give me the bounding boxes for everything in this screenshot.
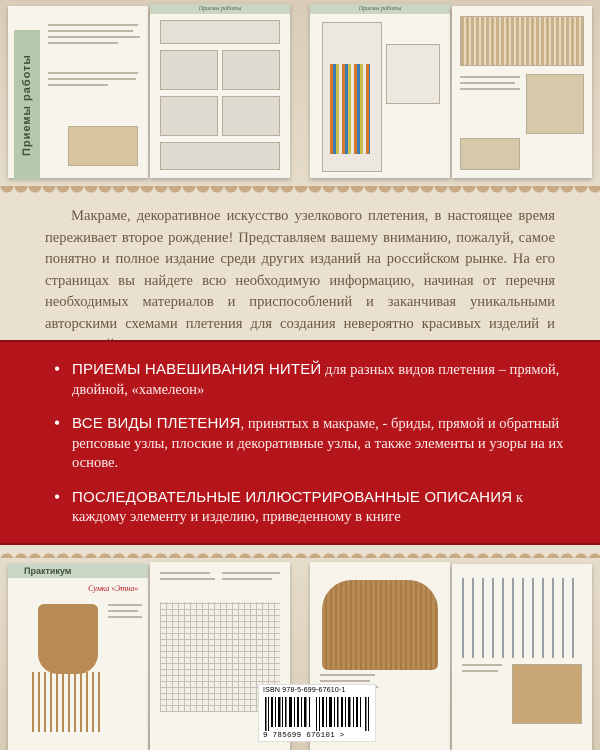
page-header: Приемы работы <box>310 4 450 14</box>
bullet-icon: • <box>53 413 61 433</box>
feature-text: , принятых в макраме, - бриды, прямой и обратный репсовые узлы, плоские и декоративные узлы, а также элементы и узоры на их основе. <box>72 416 564 471</box>
barcode-digits: 9 785699 676101 > <box>263 732 345 740</box>
page-left-2 <box>150 4 290 178</box>
feature-heading: ПОСЛЕДОВАТЕЛЬНЫЕ ИЛЛЮСТРИРОВАННЫЕ ОПИСАНИЯ <box>72 488 513 506</box>
feature-heading: ВСЕ ВИДЫ ПЛЕТЕНИЯ <box>72 415 241 432</box>
page-header: Приемы работы <box>150 4 290 14</box>
barcode <box>258 684 376 742</box>
bag-illustration <box>38 604 98 674</box>
side-tab-label: Приемы работы <box>14 30 40 180</box>
feature-text: к каждому элементу и изделию, приведенному в книге <box>72 489 523 525</box>
isbn-text: ISBN 978-5-699-67610-1 <box>263 687 346 694</box>
feature-item <box>53 359 572 400</box>
page-practicum <box>8 564 148 750</box>
cord-illustration <box>330 64 370 154</box>
page-steps <box>452 564 592 750</box>
feature-text: для разных видов плетения – прямой, двойной, «хамелеон» <box>72 362 560 398</box>
lace-border-top <box>0 186 600 200</box>
bullet-icon: • <box>53 359 61 379</box>
top-book-spread <box>0 0 600 190</box>
bullet-icon: • <box>53 486 61 507</box>
feature-heading: ПРИЕМЫ НАВЕШИВАНИЯ НИТЕЙ <box>72 361 322 378</box>
page-right-1 <box>310 4 450 178</box>
barcode-bars <box>265 697 371 731</box>
feature-item <box>53 413 572 474</box>
section-header: Практикум <box>8 564 148 578</box>
page-right-2 <box>452 6 592 178</box>
intro-paragraph: Макраме, декоративное искусство узелкового плетения, в настоящее время переживает второе рождение! Представляем вашему вниманию, пожалуй, самое понятно и полное издание среди других изданий на российском рынке. На его страницах вы найдете всю необходимую информацию, начиная от перечня необходимых материалов и приспособлений и заканчивая уникальными авторскими схемами плетения для создания невероятно красивых изделий и <box>45 208 555 332</box>
feature-item <box>53 486 572 528</box>
knit-photo <box>322 580 438 670</box>
fringe-illustration <box>32 672 104 732</box>
knot-diagram <box>462 578 582 658</box>
item-title: Сумка «Этно» <box>88 584 139 593</box>
features-band <box>0 340 600 545</box>
